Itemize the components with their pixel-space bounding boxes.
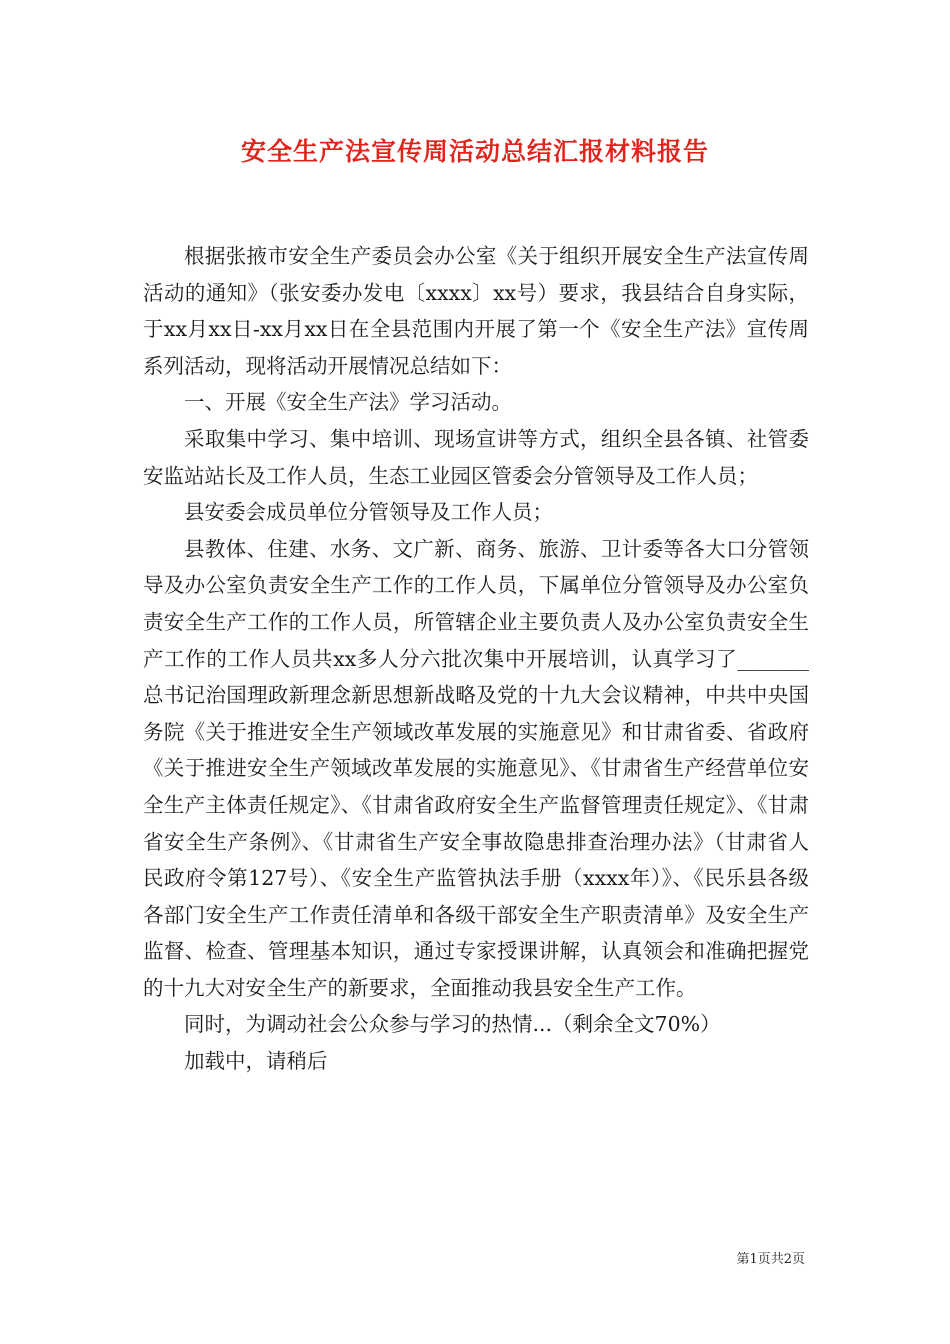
- document-title: 安全生产法宣传周活动总结汇报材料报告: [240, 137, 709, 166]
- paragraph-training-methods: 采取集中学习、集中培训、现场宣讲等方式，组织全县各镇、社管委安监站站长及工作人员，生态工业园区管委会分管领导及工作人员；: [143, 426, 809, 488]
- loading-notice: 加载中，请稍后: [184, 1049, 328, 1074]
- paragraph-truncated-preview: 同时，为调动社会公众参与学习的热情...（剩余全文70%）: [184, 1012, 721, 1037]
- paragraph-training-details: 县教体、住建、水务、文广新、商务、旅游、卫计委等各大口分管领导及办公室负责安全生产工作的工作人员，下属单位分管领导及办公室负责安全生产工作的工作人员，所管辖企业主要负责人及办公室负责安全生产工作的工作人员共xx多人分六批次集中开展培训，认真学习了_______总书记治国理政新理念新思想新战略及党的十九大会议精神，中共中央国务院《关于推进安全生产领域改革发展的实施意见》和甘肃省委、省政府《关于推进安全生产领域改革发展的实施意见》、《甘肃省生产经营单位安全生产主体责任规定》、《甘肃省政府安全生产监督管理责任规定》、《甘肃省安全生产条例》、《甘肃省生产安全事故隐患排查治理办法》（甘肃省人民政府令第127号）、《安全生产监管执法手册（xxxx年）》、《民乐县各级各部门安全生产工作责任清单和各级干部安全生产职责清单》及安全生产监督、检查、管理基本知识，通过专家授课讲解，认真领会和准确把握党的十九大对安全生产的新要求，全面推动我县安全生产工作。: [143, 536, 809, 1000]
- page-indicator: 第1页共2页: [736, 1252, 805, 1267]
- paragraph-intro: 根据张掖市安全生产委员会办公室《关于组织开展安全生产法宣传周活动的通知》（张安委办发电〔xxxx〕xx号）要求，我县结合自身实际，于xx月xx日-xx月xx日在全县范围内开展了第一个《安全生产法》宣传周系列活动，现将活动开展情况总结如下：: [143, 244, 809, 378]
- paragraph-section-heading: 一、开展《安全生产法》学习活动。: [184, 390, 512, 415]
- paragraph-committee-members: 县安委会成员单位分管领导及工作人员；: [184, 500, 553, 525]
- document-body: [143, 238, 809, 1080]
